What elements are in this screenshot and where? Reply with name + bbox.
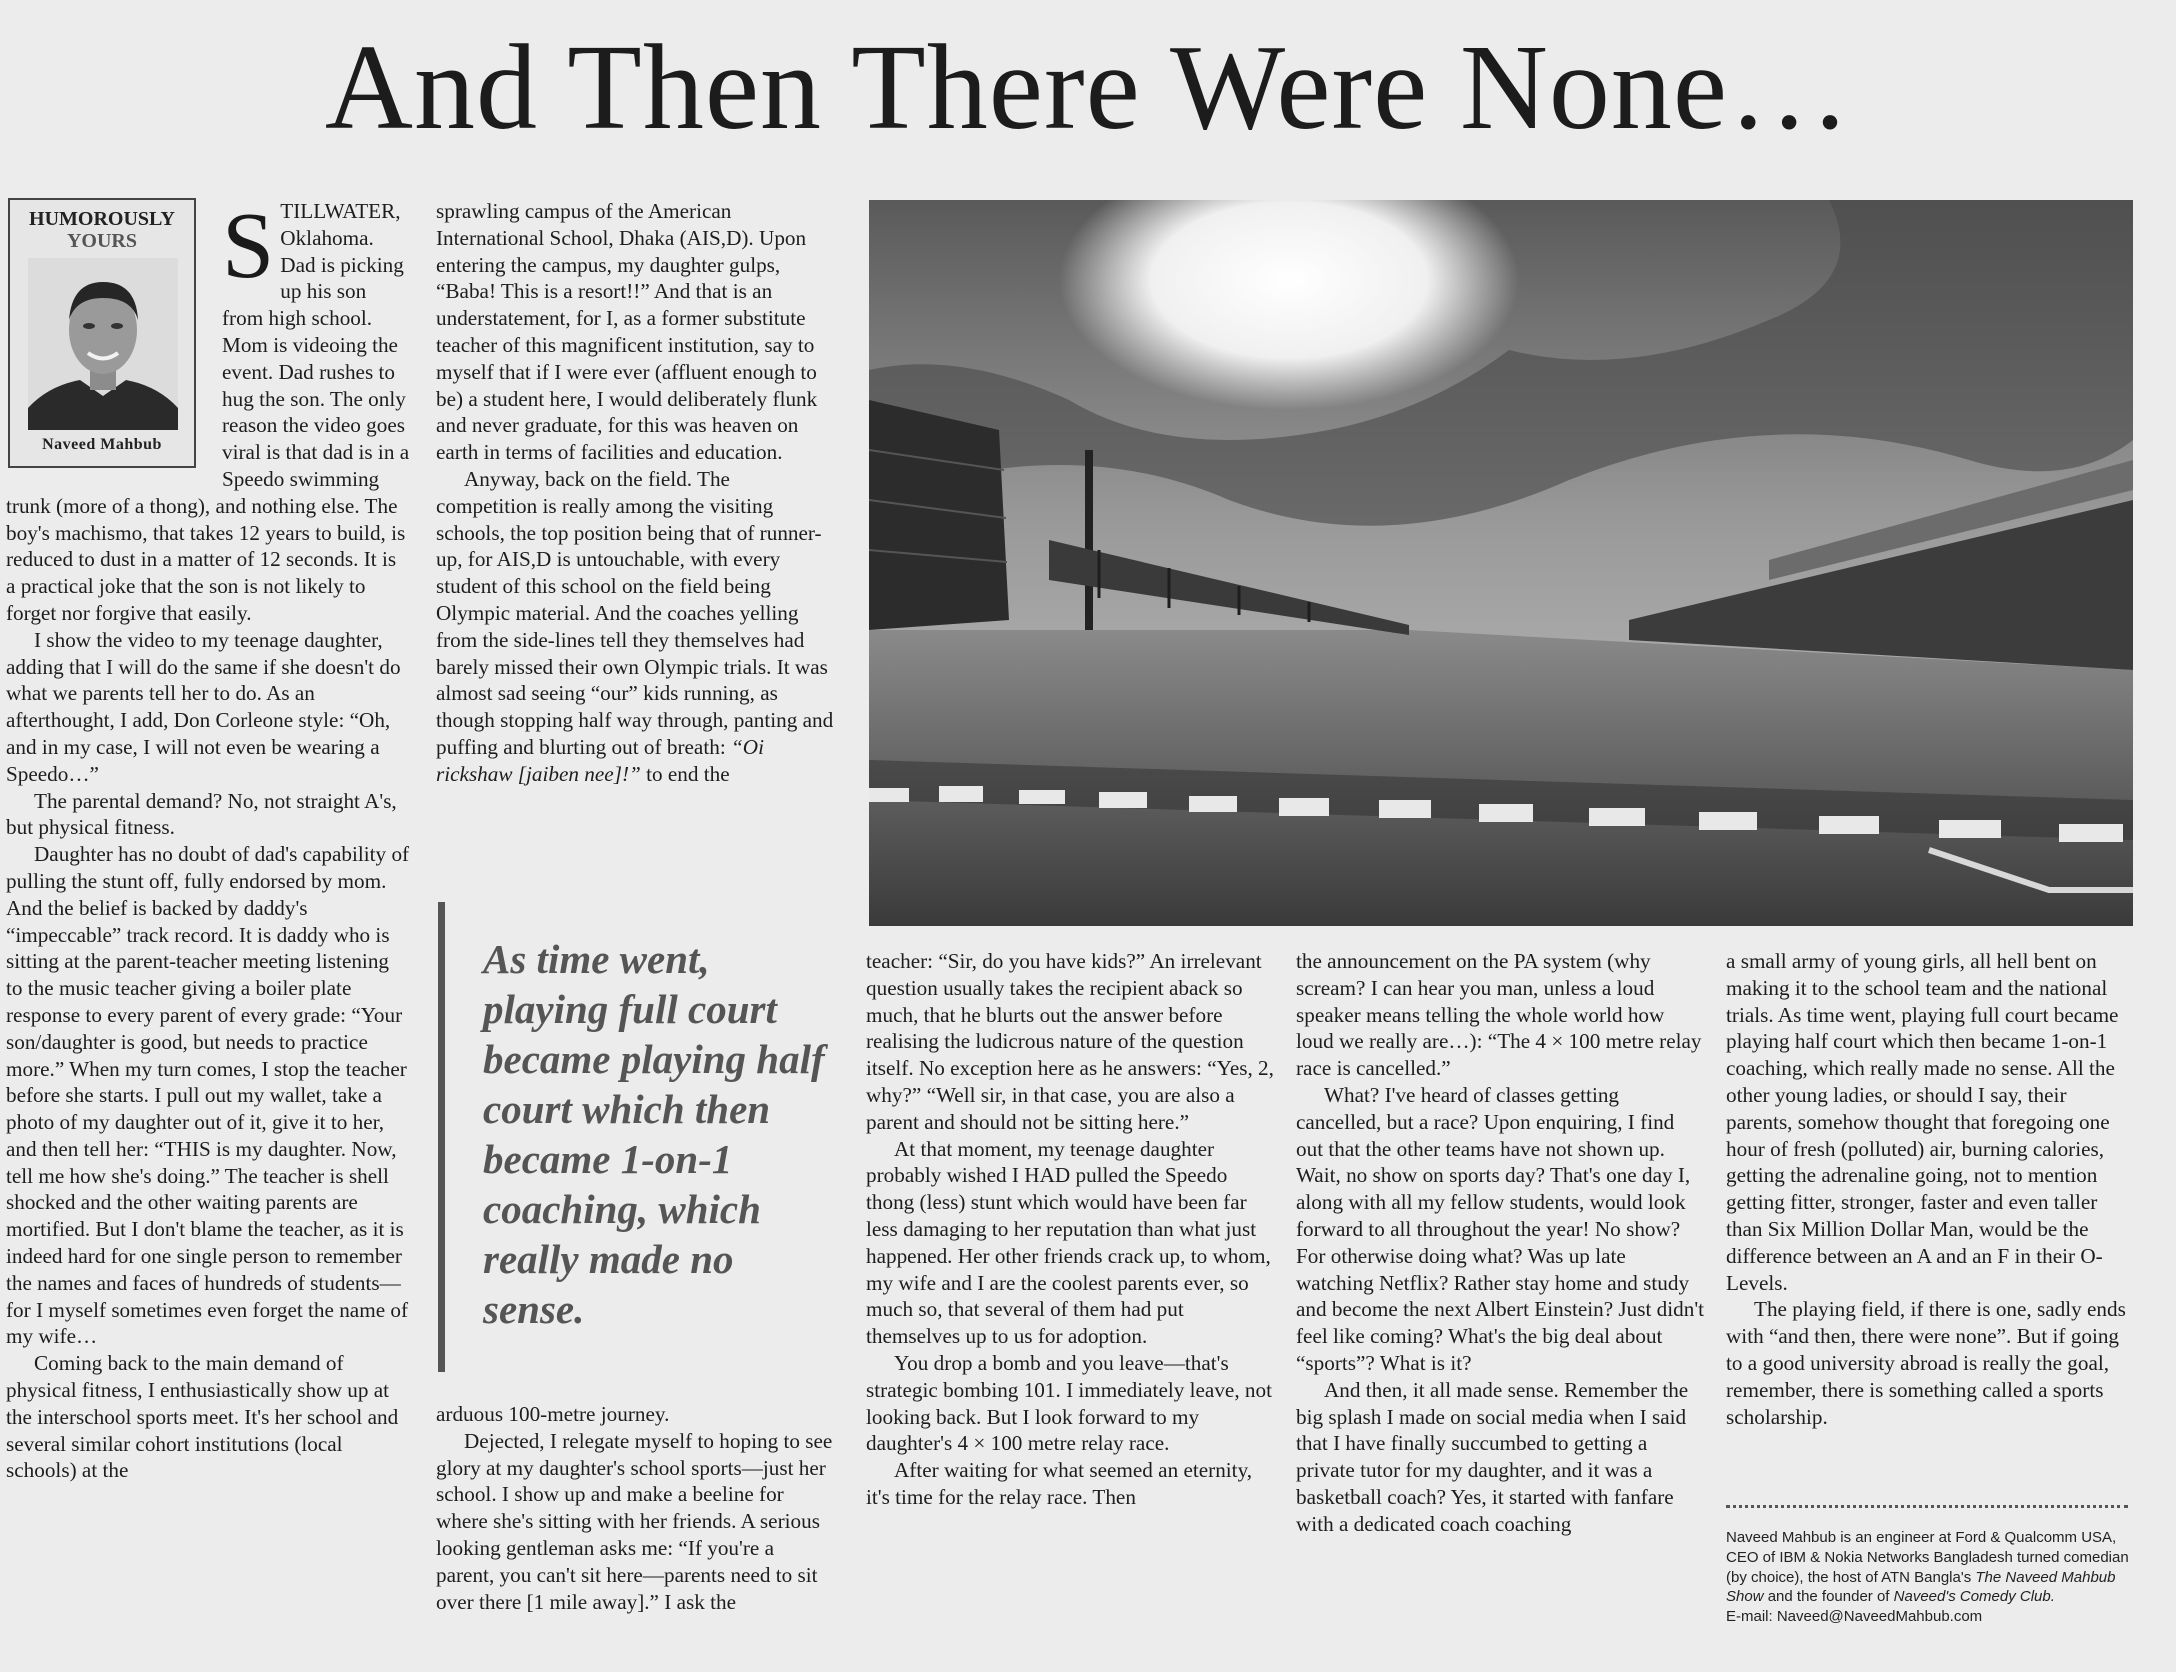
paragraph: teacher: “Sir, do you have kids?” An irrelevant question usually takes the recipient aback so much, that he blurts out the answer before realising the ludicrous nature of the question itself. No exception here as he answers: “Yes, 2, why?” “Well sir, in that case, you are also a parent and should not be sitting here.” — [866, 949, 1274, 1134]
paragraph: I show the video to my teenage daughter, adding that I will do the same if she doesn't do what we parents tell her to do. As an afterthought, I add, Don Corleone style: “Oh, and in my case, I will not even be wearing a Speedo…” — [6, 627, 401, 786]
paragraph: The playing field, if there is one, sadly ends with “and then, there were none”. But if going to a good university abroad is really the goal, remember, there is something called a sports scholarship. — [1726, 1297, 2126, 1429]
paragraph: the announcement on the PA system (why scream? I can hear you man, unless a loud speaker means telling the whole world how loud we really are…): “The 4 × 100 metre relay race is cancelled.” — [1296, 949, 1702, 1081]
author-name: Naveed Mahbub — [42, 436, 162, 453]
paragraph: a small army of young girls, all hell bent on making it to the school team and the national trials. As time went, playing full court became playing half court which then became 1-on-1 coaching, which really made no sense. All the other young ladies, or should I say, their parents, somehow thought that foregoing one hour of fresh (polluted) air, burning calories, getting the adrenaline going, not to mention getting fitter, stronger, faster and even taller than Six Million Dollar Man, would be the difference between an A and an F in their O-Levels. — [1726, 949, 2119, 1295]
paragraph: And then, it all made sense. Remember the big splash I made on social media when I said that I have finally succumbed to getting a private tutor for my daughter, and it was a basketball coach? Yes, it started with fanfare with a dedicated coach coaching — [1296, 1377, 1689, 1536]
paragraph: You drop a bomb and you leave—that's strategic bombing 101. I immediately leave, not looking back. But I look forward to my daughter's 4 × 100 metre relay race. — [866, 1350, 1272, 1456]
paragraph: sprawling campus of the American International School, Dhaka (AIS,D). Upon entering the campus, my daughter gulps, “Baba! This is a resort!!” And that is an understatement, for I, as a former substitute teacher of this magnificent institution, say to myself that if I were ever (affluent enough to be) a student here, I would deliberately flunk and never graduate, for this was heaven on earth in terms of facilities and education. — [436, 199, 818, 465]
paragraph: Anyway, back on the field. The competition is really among the visiting schools, the top position being that of runner-up, for AIS,D is untouchable, with every student of this school on the field being Olympic material. And the coaches yelling from the side-lines tell they themselves had barely missed their own Olympic trials. It was almost sad seeing “our” kids running, as though stopping half way through, panting and puffing and blurting out of breath: “Oi rickshaw [jaiben nee]!” to end the — [436, 466, 834, 786]
column-2-bottom — [436, 1401, 836, 1615]
race-track-photo — [869, 200, 2133, 926]
paragraph: What? I've heard of classes getting cancelled, but a race? Upon enquiring, I find out that the other teams have not shown up. Wait, no show on sports day? That's one day I, along with all my fellow students, would look forward to all throughout the year! No show? For otherwise doing what? Was up late watching Netflix? Rather stay home and study and become the next Albert Einstein? Just didn't feel like coming? What's the big deal about “sports”? What is it? — [1296, 1082, 1705, 1375]
badge-line2: YOURS — [66, 230, 137, 252]
column-2-top — [436, 198, 836, 788]
drop-cap: S — [222, 194, 275, 298]
author-bio: Naveed Mahbub is an engineer at Ford & Qualcomm USA, CEO of IBM & Nokia Networks Bangladesh turned comedian (by choice), the host of ATN Bangla's The Naveed Mahbub Show and the founder of Naveed's Comedy Club. E-mail: Naveed@NaveedMahbub.com — [1726, 1529, 2129, 1626]
paragraph: Dejected, I relegate myself to hoping to see glory at my daughter's school sports—just her school. I show up and make a beeline for where she's sitting with her friends. A serious looking gentleman asks me: “If you're a parent, you can't sit here—parents need to sit over there [1 mile away].” I ask the — [436, 1428, 833, 1614]
column-5 — [1726, 948, 2136, 1430]
pull-quote-text: As time went, playing full court became playing half court which then became 1-on-1 coaching, which really made no sense. — [483, 936, 825, 1332]
paragraph: After waiting for what seemed an eternity, it's time for the relay race. Then — [866, 1458, 1253, 1509]
paragraph: arduous 100-metre journey. — [436, 1402, 670, 1426]
paragraph: At that moment, my teenage daughter probably wished I HAD pulled the Speedo thong (less) stunt which would have been far less damaging to her reputation than what just happened. Her other friends crack up, to whom, my wife and I are the coolest parents ever, so much so, that several of them had put themselves up to us for adoption. — [866, 1136, 1271, 1349]
column-1 — [6, 194, 410, 1484]
pull-quote — [438, 902, 838, 1372]
paragraph: Coming back to the main demand of physical fitness, I enthusiastically show up at the interschool sports meet. It's her school and several similar cohort institutions (local schools) at the — [6, 1351, 399, 1483]
badge-space — [6, 198, 222, 474]
paragraph: The parental demand? No, not straight A's, but physical fitness. — [6, 788, 397, 840]
author-email: E-mail: Naveed@NaveedMahbub.com — [1726, 1608, 1983, 1626]
badge-line1: HUMOROUSLY — [29, 208, 175, 230]
paragraph: Daughter has no doubt of dad's capability of pulling the stunt off, fully endorsed by mom. And the belief is backed by daddy's “impeccable” track record. It is daddy who is sitting at the parent-teacher meeting listening to the music teacher giving a boiler plate response to every parent of every grade: “Your son/daughter is good, but needs to practice more.” When my turn comes, I stop the teacher before she starts. I pull out my wallet, take a photo of my daughter out of it, give it to her, and then tell her: “THIS is my daughter. Now, tell me how she's doing.” The teacher is shell shocked and the other waiting parents are mortified. But I don't blame the teacher, as it is indeed hard for one single person to remember the names and faces of hundreds of students—for I myself sometimes even forget the name of my wife… — [6, 842, 410, 1349]
bio-divider — [1726, 1505, 2128, 1508]
paragraph: STILLWATER, Oklahoma. Dad is picking up his son from high school. Mom is videoing the event. Dad rushes to hug the son. The only reason the video goes viral is that dad is in a Speedo swimming trunk (more of a thong), and nothing else. The boy's machismo, that takes 12 years to build, is reduced to dust in a matter of 12 seconds. It is a practical joke that the son is not likely to forget nor forgive that easily. — [6, 194, 410, 625]
headline: And Then There Were None… — [324, 20, 1852, 155]
column-4 — [1296, 948, 1706, 1538]
column-3 — [866, 948, 1276, 1511]
